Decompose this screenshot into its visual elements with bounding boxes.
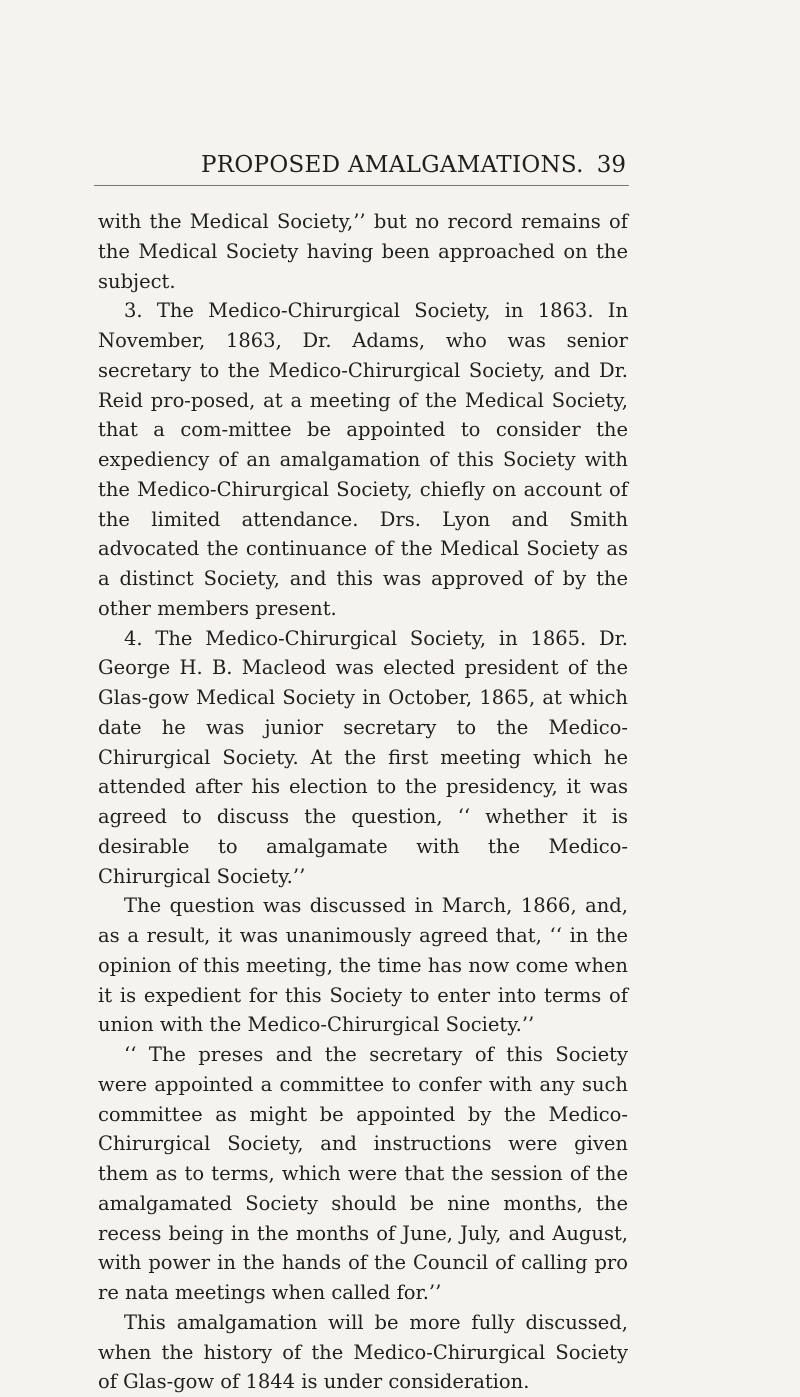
paragraph-resolution-quote: ‘‘ The preses and the secretary of this Society were appointed a committee to confer with any such committee as might be appointed by the Medico-Chirurgical Society, and instructions were given them as to terms, which were that the session of the amalgamated Society should be nine months, the recess being in the months of June, July, and August, with power in the hands of the Council of calling pro re nata meetings when called for.’’ xyxy=(98,1043,628,1304)
paragraph-item-3: 3. The Medico-Chirurgical Society, in 1863. In November, 1863, Dr. Adams, who was senior secretary to the Medico-Chirurgical Society, and Dr. Reid pro-posed, at a meeting of the Medical Society, that a com-mittee be appointed to consider the expediency of an amalgamation of this Society with the Medico-Chirurgical Society, chiefly on account of the limited attendance. Drs. Lyon and Smith advocated the continuance of the Medical Society as a distinct Society, and this was approved of by the other members present. xyxy=(98,299,628,620)
body-text xyxy=(98,207,628,1397)
running-title: PROPOSED AMALGAMATIONS. xyxy=(201,152,584,178)
header-rule xyxy=(94,185,629,186)
page-number: 39 xyxy=(596,152,626,178)
paragraph-discussion: The question was discussed in March, 1866, and, as a result, it was unanimously agreed that, ‘‘ in the opinion of this meeting, the time has now come when it is expedient for this Society to enter into terms of union with the Medico-Chirurgical Society.’’ xyxy=(98,894,628,1037)
page-header xyxy=(98,150,626,190)
paragraph-continuation: with the Medical Society,’’ but no record remains of the Medical Society having been approached on the subject. xyxy=(98,210,628,293)
paragraph-item-4: 4. The Medico-Chirurgical Society, in 1865. Dr. George H. B. Macleod was elected president of the Glas-gow Medical Society in October, 1865, at which date he was junior secretary to the Medico-Chirurgical Society. At the first meeting which he attended after his election to the presidency, it was agreed to discuss the question, ‘‘ whether it is desirable to amalgamate with the Medico-Chirurgical Society.’’ xyxy=(98,626,628,888)
paragraph-closing: This amalgamation will be more fully discussed, when the history of the Medico-Chirurgical Society of Glas-gow of 1844 is under consideration. xyxy=(98,1310,628,1394)
